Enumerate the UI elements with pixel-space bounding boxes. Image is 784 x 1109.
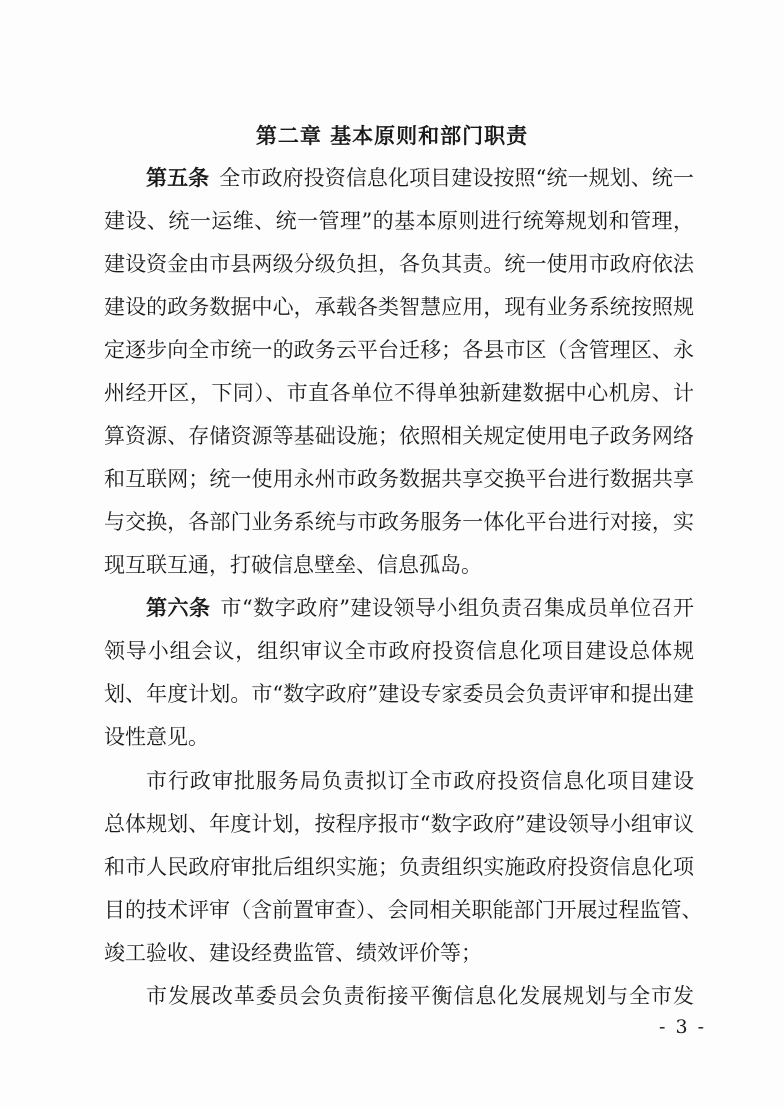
- page-number: - 3 -: [658, 1016, 706, 1038]
- approval-line-3: 和市人民政府审批后组织实施；负责组织实施政府投资信息化项: [104, 855, 694, 879]
- article5-line-2: 建设、统一运维、统一管理”的基本原则进行统筹规划和管理，: [104, 209, 694, 233]
- approval-line-5: 竣工验收、建设经费监管、绩效评价等；: [104, 941, 482, 965]
- article5-line-10: 现互联互通，打破信息壁垒、信息孤岛。: [104, 553, 482, 577]
- article5-line-8: 和互联网；统一使用永州市政务数据共享交换平台进行数据共享: [104, 467, 694, 491]
- article6-line-3: 划、年度计划。市“数字政府”建设专家委员会负责评审和提出建: [104, 682, 694, 706]
- article5-line-4: 建设的政务数据中心，承载各类智慧应用，现有业务系统按照规: [104, 295, 694, 319]
- article6-line-1: 第六条 市“数字政府”建设领导小组负责召集成员单位召开: [146, 596, 694, 620]
- article5-line-9: 与交换，各部门业务系统与市政务服务一体化平台进行对接，实: [104, 510, 694, 534]
- article5-line-6: 州经开区，下同）、市直各单位不得单独新建数据中心机房、计: [104, 381, 694, 405]
- article5-line-7: 算资源、存储资源等基础设施；依照相关规定使用电子政务网络: [104, 424, 694, 448]
- article6-line-2: 领导小组会议，组织审议全市政府投资信息化项目建设总体规: [104, 639, 694, 663]
- article5-line-5: 定逐步向全市统一的政务云平台迁移；各县市区（含管理区、永: [104, 338, 694, 362]
- approval-line-2: 总体规划、年度计划，按程序报市“数字政府”建设领导小组审议: [104, 812, 694, 836]
- article5-heading: 第五条: [146, 166, 210, 190]
- approval-line-4: 目的技术评审（含前置审查）、会同相关职能部门开展过程监管、: [104, 898, 703, 922]
- approval-line-1: 市行政审批服务局负责拟订全市政府投资信息化项目建设: [146, 769, 694, 793]
- article5-line-3: 建设资金由市县两级分级负担，各负其责。统一使用市政府依法: [104, 252, 694, 276]
- chapter-title: 第二章 基本原则和部门职责: [255, 124, 529, 148]
- development-line-1: 市发展改革委员会负责衔接平衡信息化发展规划与全市发: [146, 984, 694, 1008]
- article6-line-4: 设性意见。: [104, 725, 209, 749]
- article5-line-1: 第五条 全市政府投资信息化项目建设按照“统一规划、统一: [146, 166, 695, 190]
- article6-heading: 第六条: [146, 596, 211, 620]
